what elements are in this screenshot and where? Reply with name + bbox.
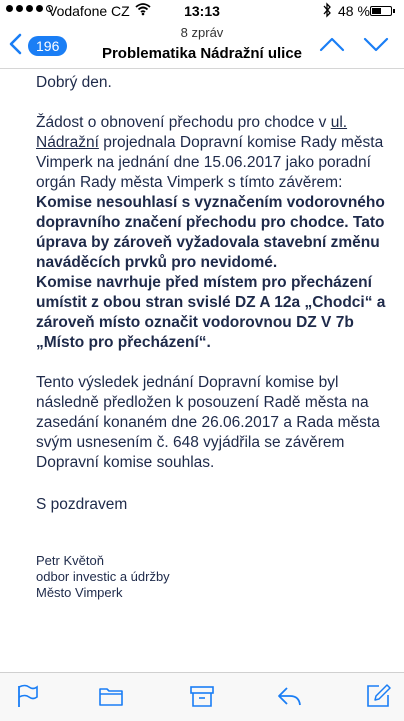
carrier-name: Vodafone CZ bbox=[48, 3, 130, 19]
street-link[interactable]: ul. bbox=[330, 114, 348, 131]
compose-icon[interactable] bbox=[365, 683, 391, 709]
paragraph-request bbox=[36, 113, 386, 193]
battery-percent: 48 % bbox=[338, 3, 370, 19]
committee-decision: Komise nesouhlasí s vyznačením vodorovného dopravního značení přechodu pro chodce. Tato úprava by zároveň vyžadovala stavební změnu naváděcích prvků pro nevidomé. bbox=[36, 194, 385, 271]
committee-proposal: Komise navrhuje před místem pro přecházení umístit z obou stran svislé DZ A 12a „Chodci“ a zároveň místo označit vodorovnou DZ V 7b „Místo pro přecházení“. bbox=[36, 274, 386, 351]
message-count: 8 zpráv bbox=[180, 25, 224, 40]
chevron-up-icon[interactable] bbox=[319, 34, 345, 54]
clock: 13:13 bbox=[184, 3, 220, 19]
bottom-toolbar bbox=[0, 672, 404, 721]
street-link-continued[interactable]: Nádražní bbox=[36, 134, 99, 151]
paragraph-text: Žádost o obnovení přechodu pro chodce v bbox=[36, 114, 331, 131]
signature bbox=[36, 553, 386, 601]
battery-icon bbox=[370, 6, 392, 16]
chevron-down-icon[interactable] bbox=[363, 34, 389, 54]
status-bar bbox=[0, 0, 404, 22]
greeting: Dobrý den. bbox=[36, 74, 112, 91]
email-body bbox=[36, 68, 386, 601]
flag-icon[interactable] bbox=[14, 683, 40, 709]
signature-name: Petr Květoň bbox=[36, 553, 104, 568]
navigation-bar bbox=[0, 22, 404, 69]
inbox-unread-badge[interactable]: 196 bbox=[28, 36, 67, 56]
page-title: Problematika Nádražní ulice bbox=[101, 45, 303, 62]
folder-icon[interactable] bbox=[98, 683, 124, 709]
archive-icon[interactable] bbox=[189, 683, 215, 709]
reply-icon[interactable] bbox=[276, 683, 302, 709]
signature-department: odbor investic a údržby bbox=[36, 569, 170, 584]
bluetooth-icon bbox=[322, 2, 332, 18]
closing: S pozdravem bbox=[36, 496, 128, 513]
paragraph-text: projednala Dopravní komise Rady města Vimperk na jednání dne 15.06.2017 jako poradní orgán Rady města Vimperk s tímto závěrem: bbox=[36, 134, 384, 191]
signature-organization: Město Vimperk bbox=[36, 585, 123, 600]
paragraph-result: Tento výsledek jednání Dopravní komise byl následně předložen k posouzení Radě města na zasedání konaném dne 26.06.2017 a Rada města svým usnesením č. 648 vyjádřila se závěrem Dopravní komise souhlas. bbox=[36, 374, 380, 471]
